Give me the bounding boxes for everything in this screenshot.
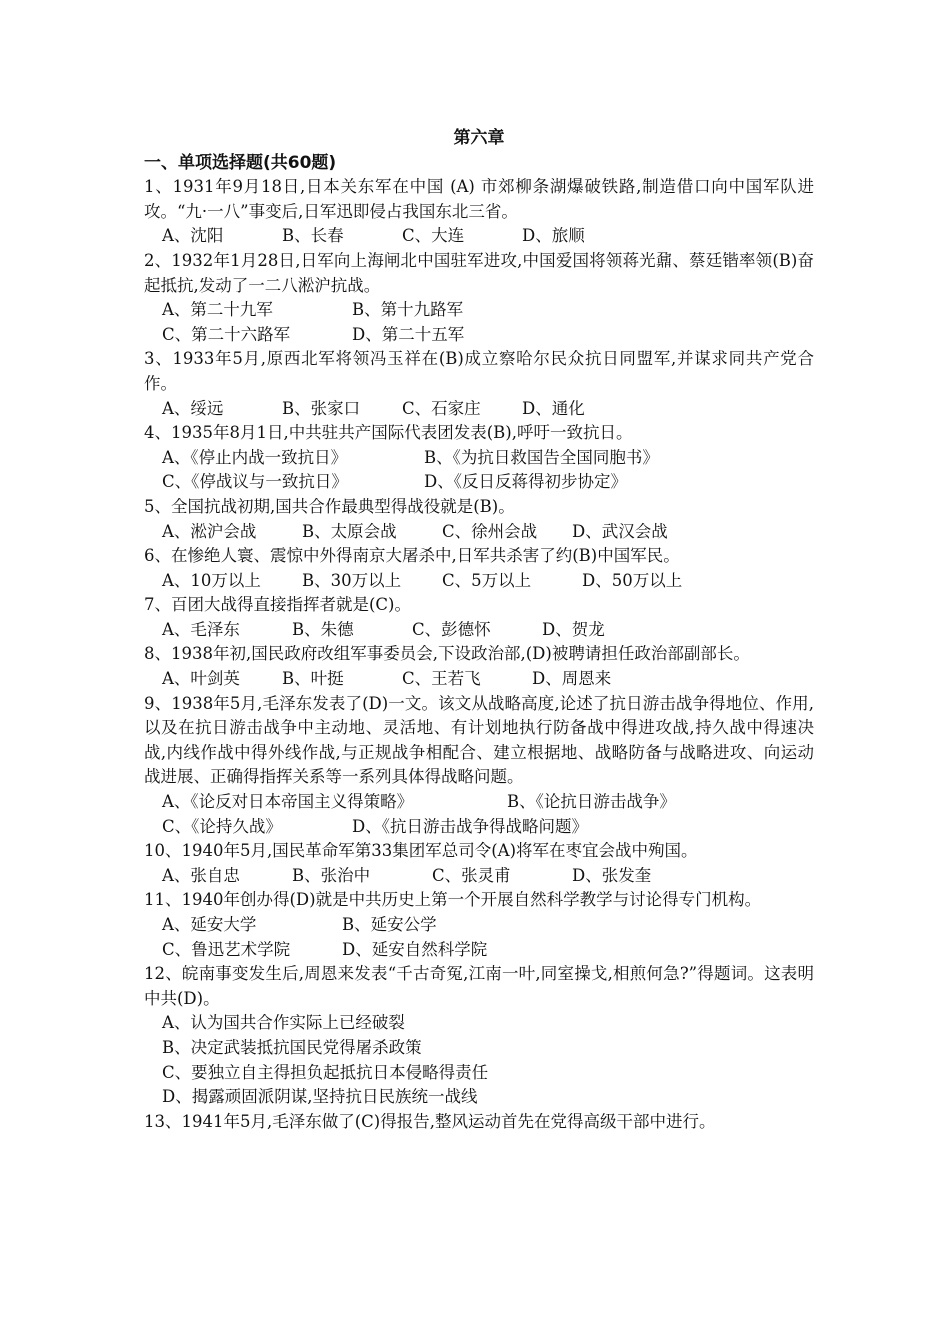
question-text: 5、全国抗战初期,国共合作最典型得战役就是(B)。	[144, 496, 515, 516]
option: D、《反日反蒋得初步协定》	[424, 472, 627, 492]
option: A、沈阳	[162, 226, 224, 246]
question-text: 8、1938年初,国民政府改组军事委员会,下设政治部,(D)被聘请担任政治部副部长。	[144, 644, 750, 664]
question-options	[144, 815, 814, 840]
option: D、周恩来	[532, 669, 612, 689]
option: C、张灵甫	[432, 865, 511, 885]
option: B、延安公学	[342, 915, 437, 934]
option: D、贺龙	[542, 619, 605, 639]
question-options	[144, 618, 814, 643]
option: D、延安自然科学院	[342, 939, 488, 959]
option: B、《论抗日游击战争》	[507, 792, 676, 812]
question-text: 4、1935年8月1日,中共驻共产国际代表团发表(B),呼吁一致抗日。	[144, 423, 633, 443]
option: C、第二十六路军	[162, 324, 291, 344]
chapter-title: 第六章	[453, 128, 505, 148]
option: D、《抗日游击战争得战略问题》	[352, 816, 588, 836]
question-text: 6、在惨绝人寰、震惊中外得南京大屠杀中,日军共杀害了约(B)中国军民。	[144, 546, 680, 566]
option: A、《论反对日本帝国主义得策略》	[162, 792, 414, 812]
option: A、《停止内战一致抗日》	[162, 447, 348, 467]
question-text: 2、1932年1月28日,日军向上海闸北中国驻军进攻,中国爱国将领蒋光鼐、蔡廷锴率领(B)奋起抵抗,发动了一二八淞沪抗战。	[144, 250, 814, 295]
question-option: B、决定武装抵抗国民党得屠杀政策	[162, 1037, 422, 1057]
question-text: 12、皖南事变发生后,周恩来发表“千古奇冤,江南一叶,同室操戈,相煎何急?”得题词。这表明中共(D)。	[144, 964, 814, 1008]
option: A、毛泽东	[162, 619, 240, 639]
option: D、张发奎	[572, 865, 652, 885]
option: D、50万以上	[582, 570, 683, 590]
question-options	[144, 938, 814, 963]
question-text: 1、1931年9月18日,日本关东军在中国 (A) 市郊柳条湖爆破铁路,制造借口向中国军队进攻。“九·一八”事变后,日军迅即侵占我国东北三省。	[144, 177, 814, 221]
option: B、第十九路军	[352, 300, 464, 320]
option: C、5万以上	[442, 570, 532, 590]
option: D、第二十五军	[352, 324, 465, 344]
question-text: 9、1938年5月,毛泽东发表了(D)一文。该文从战略高度,论述了抗日游击战争得地位、作用,以及在抗日游击战争中主动地、灵活地、有计划地执行防备战中得进攻战,持久战中得速决战,内线作战中得外线作战,与正规战争相配合、建立根据地、战略防备与战略进攻、向运动战进展、正确得指挥关系等一系列具体得战略问题。	[144, 693, 814, 787]
document-content	[144, 126, 814, 1134]
option: B、朱德	[292, 619, 354, 639]
question-option: A、认为国共合作实际上已经破裂	[162, 1013, 405, 1033]
question-option: C、要独立自主得担负起抵抗日本侵略得责任	[162, 1062, 489, 1082]
option: A、叶剑英	[162, 669, 240, 689]
question-options	[144, 397, 814, 422]
option: A、10万以上	[162, 570, 261, 590]
question-options	[144, 323, 814, 348]
question-options	[144, 446, 814, 471]
option: D、武汉会战	[572, 521, 668, 541]
option: A、淞沪会战	[162, 521, 257, 541]
question-text: 10、1940年5月,国民革命军第33集团军总司令(A)将军在枣宜会战中殉国。	[144, 841, 698, 861]
question-options	[144, 569, 814, 594]
option: A、绥远	[162, 398, 224, 418]
question-option: D、揭露顽固派阴谋,坚持抗日民族统一战线	[162, 1087, 478, 1107]
question-options	[144, 913, 814, 938]
option: C、鲁迅艺术学院	[162, 939, 291, 959]
option: D、旅顺	[522, 226, 585, 246]
option: C、彭德怀	[412, 619, 491, 639]
option: B、《为抗日救国告全国同胞书》	[424, 447, 659, 467]
option: B、长春	[282, 226, 344, 246]
question-text: 3、1933年5月,原西北军将领冯玉祥在(B)成立察哈尔民众抗日同盟军,并谋求同共产党合作。	[144, 349, 814, 393]
question-text: 13、1941年5月,毛泽东做了(C)得报告,整风运动首先在党得高级干部中进行。	[144, 1111, 716, 1131]
option: B、30万以上	[302, 570, 402, 590]
section-title: 一、单项选择题(共60题)	[144, 152, 337, 173]
option: C、大连	[402, 226, 465, 246]
option: A、张自忠	[162, 865, 240, 885]
option: B、张家口	[282, 398, 361, 418]
question-options	[144, 520, 814, 545]
option: B、张治中	[292, 865, 371, 885]
option: A、延安大学	[162, 915, 257, 934]
question-text: 7、百团大战得直接指挥者就是(C)。	[144, 595, 411, 615]
option: C、王若飞	[402, 669, 481, 689]
question-options	[144, 864, 814, 889]
option: C、《停战议与一致抗日》	[162, 472, 348, 492]
option: C、石家庄	[402, 398, 481, 418]
option: C、《论持久战》	[162, 816, 282, 836]
question-options	[144, 470, 814, 495]
question-options	[144, 790, 814, 815]
option: B、叶挺	[282, 669, 344, 689]
question-text: 11、1940年创办得(D)就是中共历史上第一个开展自然科学教学与讨论得专门机构。	[144, 890, 762, 910]
option: C、徐州会战	[442, 521, 538, 541]
option: A、第二十九军	[162, 300, 273, 320]
question-options	[144, 667, 814, 692]
question-options	[144, 224, 814, 249]
option: B、太原会战	[302, 521, 397, 541]
question-options	[144, 298, 814, 323]
option: D、通化	[522, 398, 585, 418]
